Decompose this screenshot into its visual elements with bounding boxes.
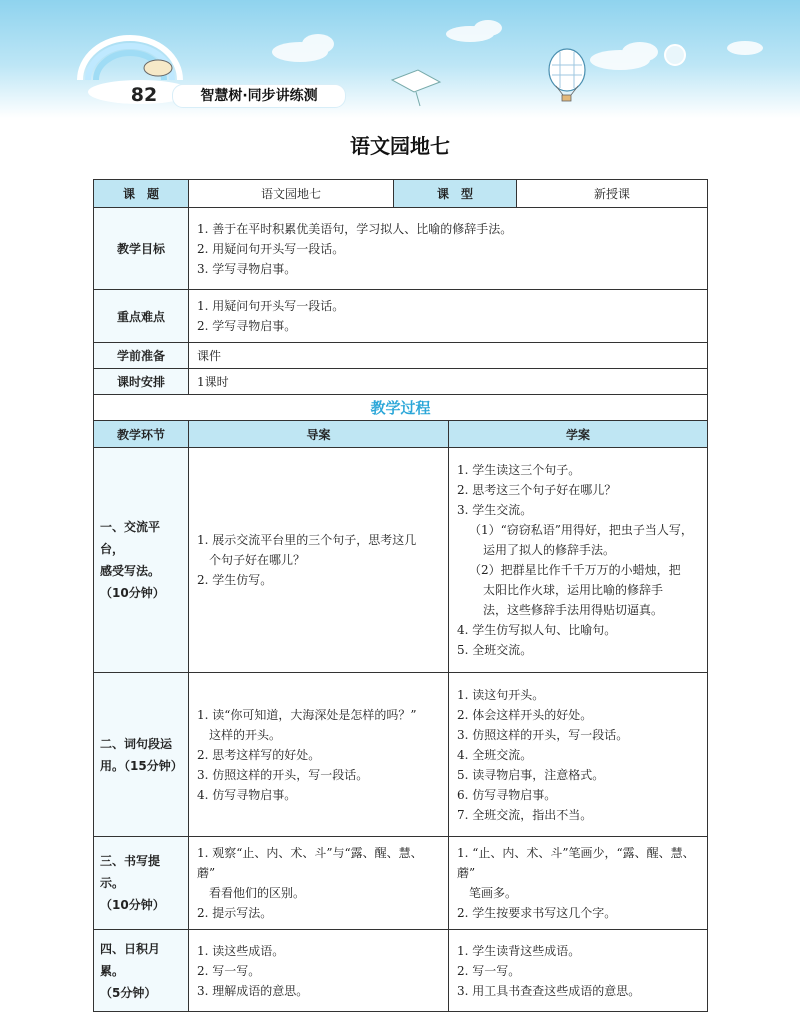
- prep-value: 课件: [189, 343, 708, 369]
- key-item: 1. 用疑问句开头写一段话。: [197, 299, 345, 313]
- guide-line: 2. 学生仿写。: [197, 573, 273, 587]
- course-value: 语文园地七: [189, 180, 394, 208]
- section-title: 教学过程: [94, 395, 708, 421]
- stage-text: （10分钟）: [100, 586, 165, 600]
- stage-text: （5分钟）: [100, 985, 157, 1000]
- stage-cell: [94, 837, 189, 930]
- key-row: [94, 290, 708, 343]
- study-line: 3. 用工具书查查这些成语的意思。: [457, 983, 641, 998]
- study-line: 3. 学生交流。: [457, 503, 533, 517]
- guide-line: 3. 理解成语的意思。: [197, 983, 309, 998]
- key-label: 重点难点: [94, 290, 189, 343]
- page-title: 语文园地七: [350, 134, 450, 158]
- balloon-icon: [549, 49, 585, 101]
- study-line: 2. 体会这样开头的好处。: [457, 707, 593, 722]
- process-row: [94, 448, 708, 673]
- sun-icon: [665, 45, 685, 65]
- time-value: 1课时: [189, 369, 708, 395]
- guide-line: 1. 读这些成语。: [197, 943, 285, 958]
- study-line: （1）“窃窃私语”用得好，把虫子当人写，: [469, 523, 693, 537]
- guide-line: 个句子好在哪儿？: [209, 553, 306, 567]
- study-cell: [449, 837, 708, 930]
- section-row: [94, 395, 708, 421]
- study-line: 5. 读寻物启事，注意格式。: [457, 767, 605, 782]
- study-line: 2. 学生按要求书写这几个字。: [457, 906, 617, 920]
- study-line: 2. 写一写。: [457, 963, 521, 978]
- stage-text: 用。（15分钟）: [100, 758, 183, 773]
- goals-row: [94, 208, 708, 290]
- stage-text: 四、日积月累。: [100, 941, 161, 978]
- course-label: 课 题: [94, 180, 189, 208]
- col-stage-header: 教学环节: [94, 421, 189, 448]
- course-row: [94, 180, 708, 208]
- guide-line: 4. 仿写寻物启事。: [197, 787, 297, 802]
- guide-line: 1. 读“你可知道，大海深处是怎样的吗？”: [197, 707, 417, 722]
- study-cell: [449, 930, 708, 1012]
- study-line: 1. 学生读背这些成语。: [457, 943, 581, 958]
- type-label: 课 型: [394, 180, 517, 208]
- process-row: [94, 930, 708, 1012]
- prep-label: 学前准备: [94, 343, 189, 369]
- goal-item: 3. 学写寻物启事。: [197, 261, 297, 276]
- goal-item: 1. 善于在平时积累优美语句，学习拟人、比喻的修辞手法。: [197, 221, 513, 236]
- key-item: 2. 学写寻物启事。: [197, 319, 297, 333]
- kite-icon: [392, 70, 440, 106]
- guide-cell: [189, 837, 449, 930]
- guide-line: 看看他们的区别。: [209, 886, 306, 900]
- guide-line: 2. 写一写。: [197, 963, 261, 978]
- guide-line: 2. 提示写法。: [197, 906, 273, 920]
- guide-cell: [189, 448, 449, 673]
- stage-cell: [94, 673, 189, 837]
- guide-line: 1. 观察“止、内、术、斗”与“露、醒、慧、蘑”: [197, 846, 423, 880]
- lesson-plan-table: [93, 179, 708, 1012]
- stage-text: 三、书写提示。: [100, 854, 161, 890]
- stage-text: 感受写法。: [100, 564, 161, 578]
- study-line: 3. 仿照这样的开头，写一段话。: [457, 727, 629, 742]
- study-line: 4. 全班交流。: [457, 747, 533, 762]
- type-value: 新授课: [517, 180, 708, 208]
- study-line: 1. “止、内、术、斗”笔画少，“露、醒、慧、蘑”: [457, 846, 695, 880]
- goals-label: 教学目标: [94, 208, 189, 290]
- key-list: [189, 290, 708, 343]
- page-number: 82: [130, 84, 158, 106]
- study-line: 笔画多。: [469, 886, 518, 900]
- stage-cell: [94, 930, 189, 1012]
- cloud-icon: [272, 20, 763, 70]
- col-study-header: 学案: [449, 421, 708, 448]
- study-line: 5. 全班交流。: [457, 643, 533, 657]
- study-line: 6. 仿写寻物启事。: [457, 787, 557, 802]
- study-line: （2）把群星比作千千万万的小蜡烛，把: [469, 563, 681, 577]
- study-line: 法，这些修辞手法用得贴切逼真。: [483, 603, 664, 617]
- study-line: 运用了拟人的修辞手法。: [483, 543, 616, 557]
- guide-cell: [189, 673, 449, 837]
- guide-line: 2. 思考这样写的好处。: [197, 747, 321, 762]
- guide-line: 这样的开头。: [209, 727, 282, 742]
- time-label: 课时安排: [94, 369, 189, 395]
- study-cell: [449, 673, 708, 837]
- guide-line: 1. 展示交流平台里的三个句子，思考这几: [197, 533, 417, 547]
- prep-row: [94, 343, 708, 369]
- study-line: 4. 学生仿写拟人句、比喻句。: [457, 623, 617, 637]
- process-row: [94, 673, 708, 837]
- stage-text: 二、词句段运: [100, 736, 173, 751]
- study-cell: [449, 448, 708, 673]
- study-line: 2. 思考这三个句子好在哪儿？: [457, 483, 617, 497]
- stage-text: 一、交流平台，: [100, 520, 161, 556]
- series-banner: 智慧树·同步讲练测: [172, 84, 346, 108]
- guide-cell: [189, 930, 449, 1012]
- stage-text: （10分钟）: [100, 898, 165, 912]
- guide-line: 3. 仿照这样的开头，写一段话。: [197, 767, 369, 782]
- time-row: [94, 369, 708, 395]
- child-icon: [144, 60, 172, 76]
- goal-item: 2. 用疑问句开头写一段话。: [197, 241, 345, 256]
- process-header-row: [94, 421, 708, 448]
- stage-cell: [94, 448, 189, 673]
- goals-list: [189, 208, 708, 290]
- study-line: 太阳比作火球，运用比喻的修辞手: [483, 583, 664, 597]
- study-line: 1. 读这句开头。: [457, 687, 545, 702]
- study-line: 1. 学生读这三个句子。: [457, 463, 581, 477]
- col-guide-header: 导案: [189, 421, 449, 448]
- process-row: [94, 837, 708, 930]
- study-line: 7. 全班交流，指出不当。: [457, 807, 593, 822]
